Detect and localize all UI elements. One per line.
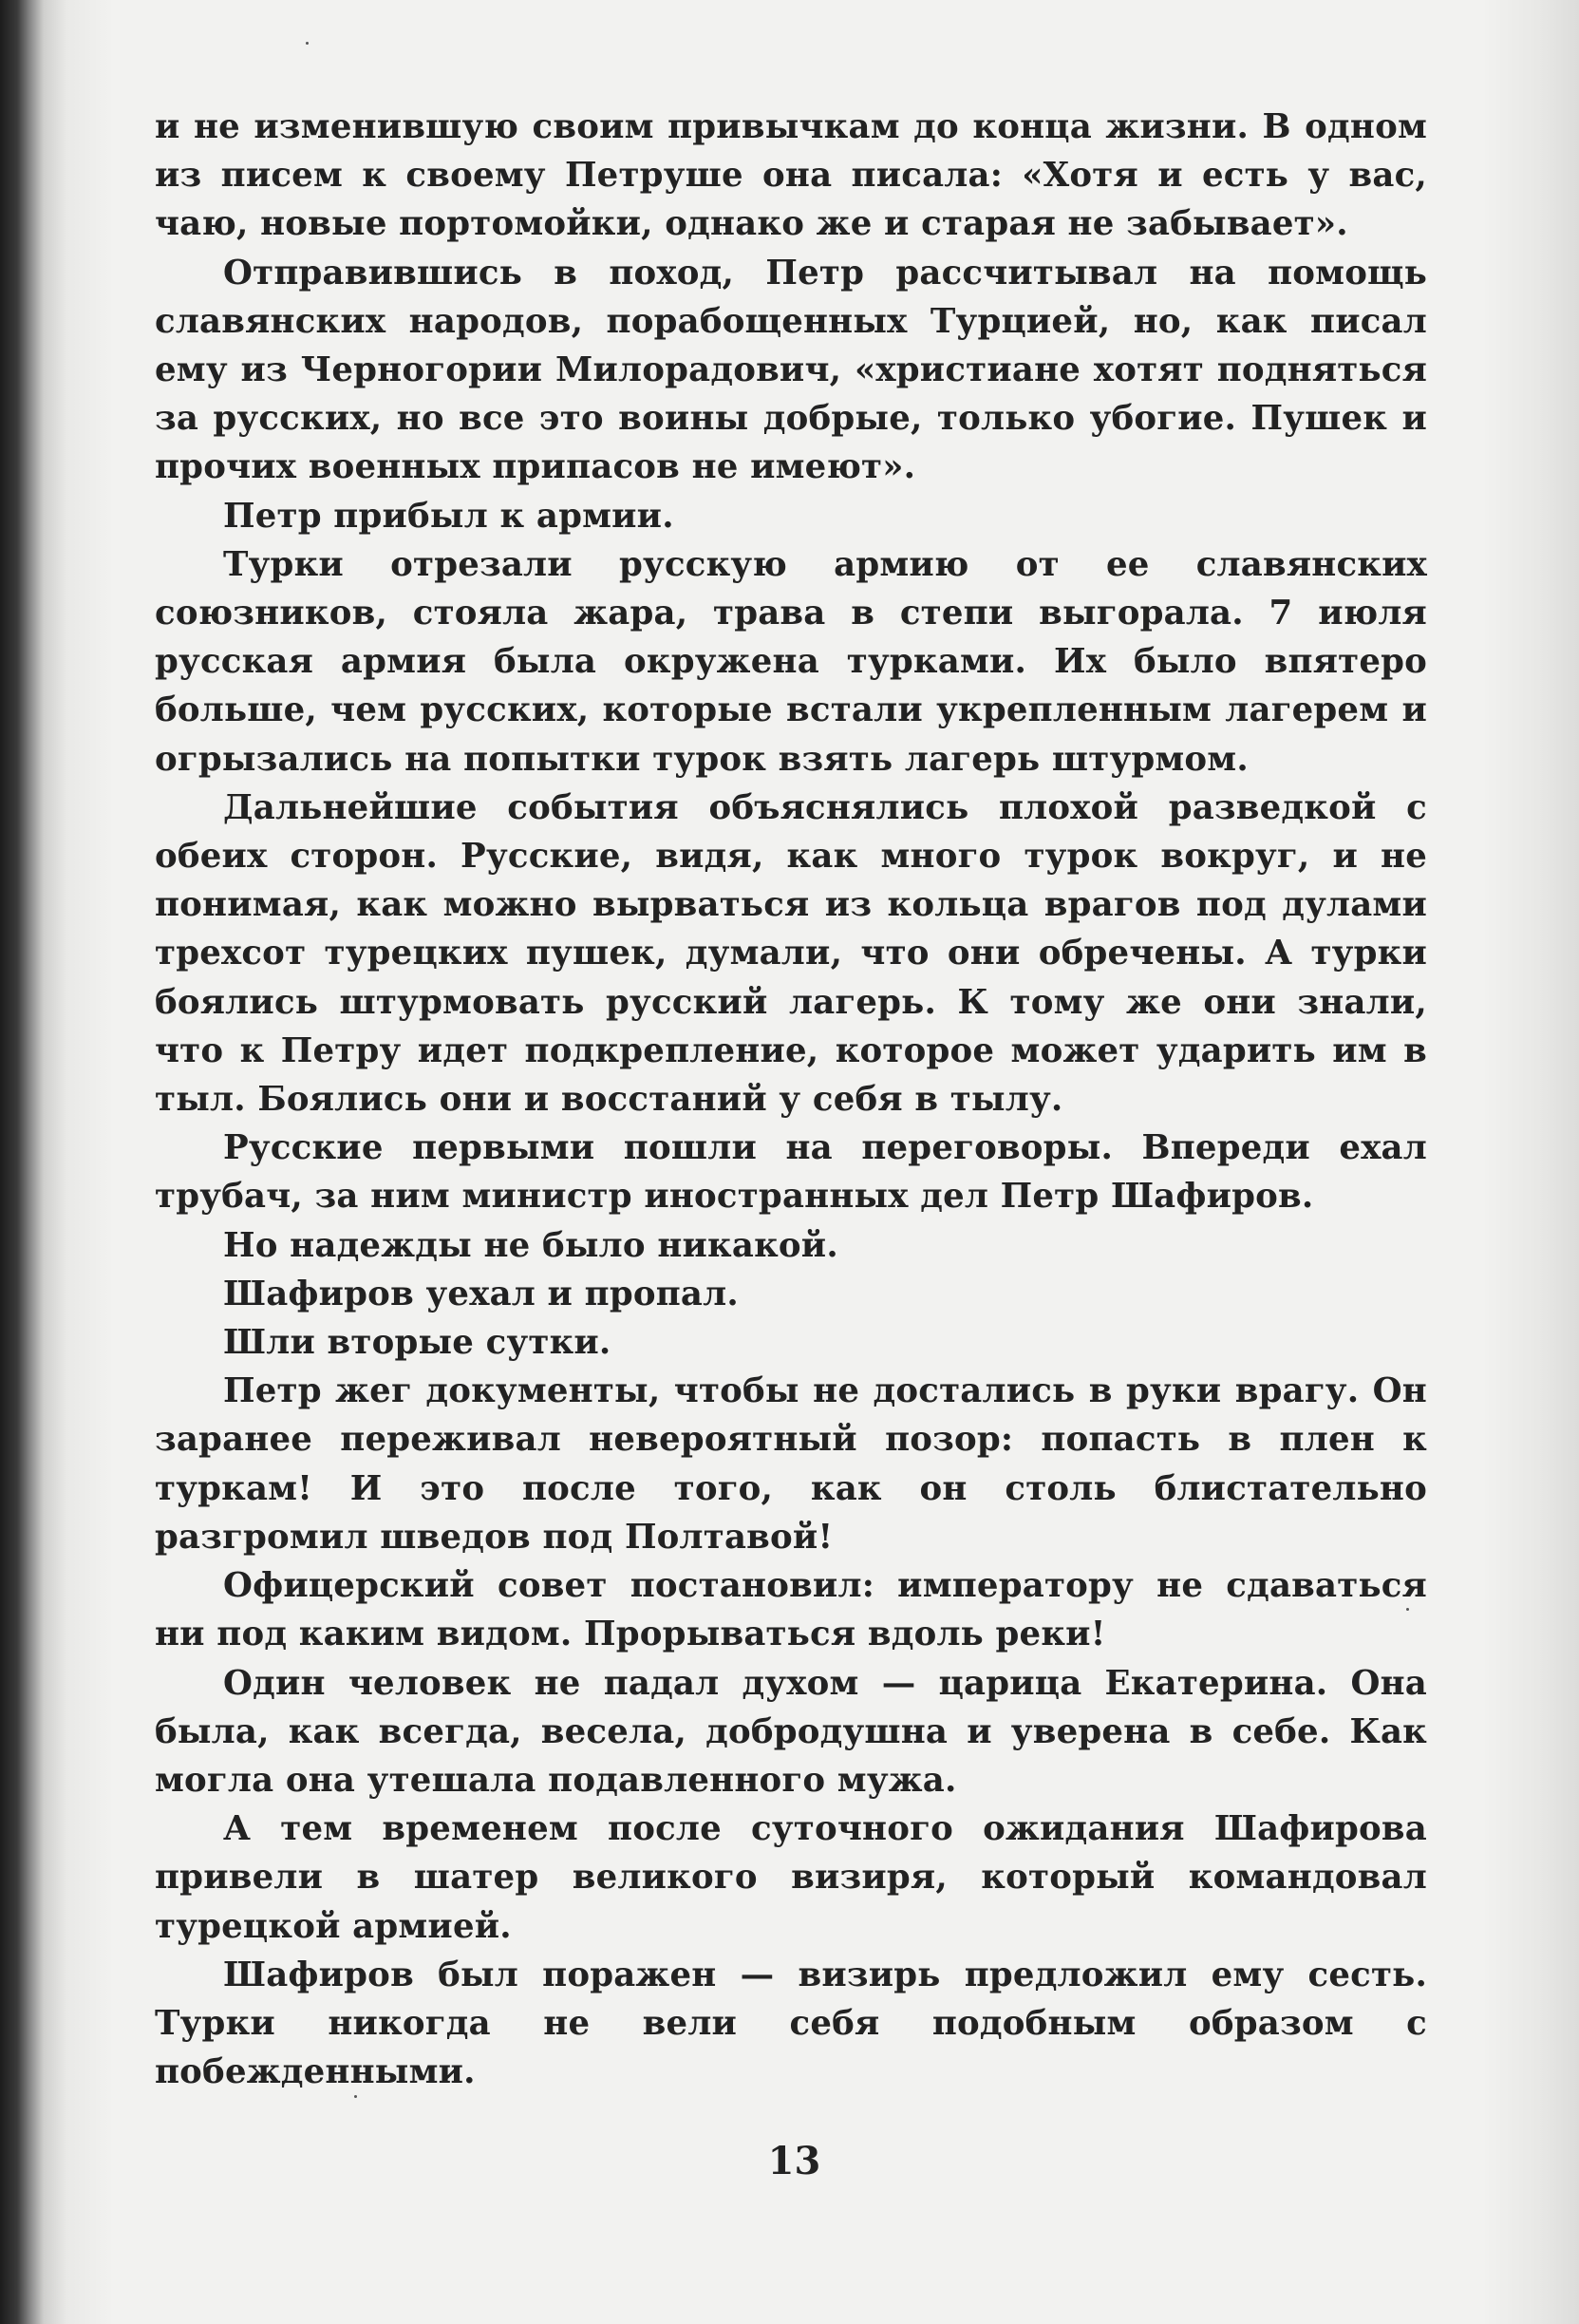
paragraph: Турки отрезали русскую армию от ее славянских союзников, стояла жара, трава в степи выгорала. 7 июля русская армия была окружена турками. Их было впятеро больше, чем русских, которые встали укрепленным лагерем и огрызались на попытки турок взять лагерь штурмом. [155, 544, 1427, 779]
paragraph: Петр прибыл к армии. [223, 496, 674, 536]
paragraph: Петр жег документы, чтобы не достались в руки врагу. Он заранее переживал невероятный позор: попасть в плен к туркам! И это после того, как он столь блистательно разгромил шведов под Полтавой! [155, 1371, 1427, 1557]
paragraph: А тем временем после суточного ожидания Шафирова привели в шатер великого визиря, который командовал турецкой армией. [155, 1809, 1427, 1946]
paragraph: Шафиров уехал и пропал. [223, 1274, 739, 1313]
paragraph: Но надежды не было никакой. [223, 1225, 838, 1265]
paragraph: Шли вторые сутки. [223, 1323, 611, 1363]
paragraph: и не изменившую своим привычкам до конца жизни. В одном из писем к своему Петруше она писала: «Хотя и есть у вас, чаю, новые портомойки, однако же и старая не забывает». [155, 107, 1427, 244]
paragraph: Офицерский совет постановил: императору не сдаваться ни под каким видом. Прорываться вдоль реки! [155, 1566, 1427, 1654]
paragraph: Дальнейшие события объяснялись плохой разведкой с обеих сторон. Русские, видя, как много турок вокруг, и не понимая, как можно вырваться из кольца врагов под дулами трехсот турецких пушек, думали, что они обречены. А турки боялись штурмовать русский лагерь. К тому же они знали, что к Петру идет подкрепление, которое может ударить им в тыл. Боялись они и восстаний у себя в тылу. [155, 787, 1427, 1120]
page-body [155, 103, 1427, 2096]
scan-speck [1406, 1608, 1409, 1611]
scan-speck [306, 42, 309, 45]
page-number: 13 [767, 2139, 821, 2183]
scan-speck [354, 2095, 357, 2098]
paragraph: Отправившись в поход, Петр рассчитывал на помощь славянских народов, порабощенных Турцией, но, как писал ему из Черногории Милорадович, «христиане хотят подняться за русских, но все это воины добрые, только убогие. Пушек и прочих военных припасов не имеют». [155, 253, 1427, 487]
paragraph: Шафиров был поражен — визирь предложил ему сесть. Турки никогда не вели себя подобным образом с побежденными. [155, 1955, 1427, 2092]
paragraph: Один человек не падал духом — царица Екатерина. Она была, как всегда, весела, добродушна и уверена в себе. Как могла она утешала подавленного мужа. [155, 1663, 1427, 1800]
paragraph: Русские первыми пошли на переговоры. Впереди ехал трубач, за ним министр иностранных дел Петр Шафиров. [155, 1128, 1427, 1217]
